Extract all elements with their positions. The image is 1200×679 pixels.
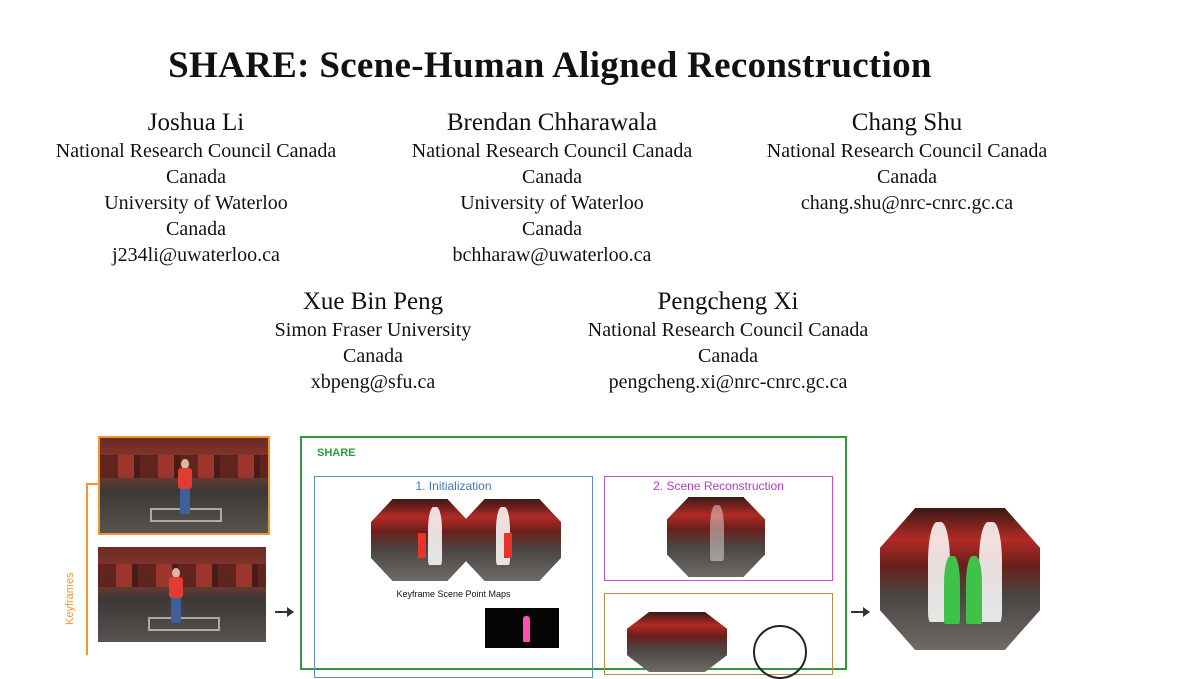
keyframe-image-2 xyxy=(98,547,266,642)
share-pipeline-box xyxy=(300,436,847,670)
author-block-5 xyxy=(572,287,884,395)
author-block-4 xyxy=(220,287,526,395)
human-alignment-panel xyxy=(604,593,833,675)
final-reconstruction xyxy=(880,508,1040,650)
initialization-panel xyxy=(314,476,593,678)
floor-marking xyxy=(148,617,219,631)
initialization-title: 1. Initialization xyxy=(415,479,492,493)
author-affiliation: National Research Council Canada xyxy=(55,140,337,162)
author-block-2 xyxy=(396,108,708,268)
author-country: Canada xyxy=(343,345,403,367)
person-figure xyxy=(177,459,192,514)
author-email[interactable]: j234li@uwaterloo.ca xyxy=(112,244,280,266)
author-name: Chang Shu xyxy=(851,109,963,136)
aligned-scene xyxy=(627,612,727,672)
point-map-1 xyxy=(371,499,469,581)
author-affiliation: University of Waterloo xyxy=(104,192,288,214)
author-country: Canada xyxy=(166,166,226,188)
author-affiliation: National Research Council Canada xyxy=(766,140,1048,162)
paper-title: SHARE: Scene-Human Aligned Reconstruction xyxy=(168,45,932,86)
keyframe-caption: Keyframe Scene Point Maps xyxy=(396,589,511,599)
author-country: Canada xyxy=(166,218,226,240)
author-block-3 xyxy=(751,108,1063,216)
author-name: Joshua Li xyxy=(147,109,245,136)
scene-reconstruction-panel xyxy=(604,476,833,581)
author-email[interactable]: chang.shu@nrc-cnrc.gc.ca xyxy=(800,192,1014,214)
reconstructed-scene xyxy=(667,497,765,577)
author-block-1 xyxy=(40,108,352,268)
point-map-2 xyxy=(463,499,561,581)
share-label: SHARE xyxy=(317,447,356,459)
author-affiliation: University of Waterloo xyxy=(460,192,644,214)
arrow-right-icon xyxy=(851,611,869,613)
keyframes-label: Keyframes xyxy=(64,572,76,625)
teaser-figure xyxy=(0,420,1200,630)
scene-reconstruction-title: 2. Scene Reconstruction xyxy=(653,479,784,493)
author-country: Canada xyxy=(698,345,758,367)
author-affiliation: National Research Council Canada xyxy=(411,140,693,162)
human-mask-image xyxy=(485,608,559,648)
author-country: Canada xyxy=(877,166,937,188)
author-country: Canada xyxy=(522,166,582,188)
author-email[interactable]: xbpeng@sfu.ca xyxy=(310,371,436,393)
author-name: Brendan Chharawala xyxy=(446,109,658,136)
author-country: Canada xyxy=(522,218,582,240)
author-name: Pengcheng Xi xyxy=(657,288,799,315)
author-affiliation: Simon Fraser University xyxy=(274,319,472,341)
keyframe-image-1 xyxy=(98,436,270,535)
author-email[interactable]: pengcheng.xi@nrc-cnrc.gc.ca xyxy=(608,371,848,393)
person-figure xyxy=(169,568,184,623)
keyframes-bracket xyxy=(86,483,98,655)
arrow-right-icon xyxy=(275,611,293,613)
author-name: Xue Bin Peng xyxy=(302,288,444,315)
circle-icon xyxy=(753,625,807,679)
author-email[interactable]: bchharaw@uwaterloo.ca xyxy=(452,244,652,266)
author-affiliation: National Research Council Canada xyxy=(587,319,869,341)
